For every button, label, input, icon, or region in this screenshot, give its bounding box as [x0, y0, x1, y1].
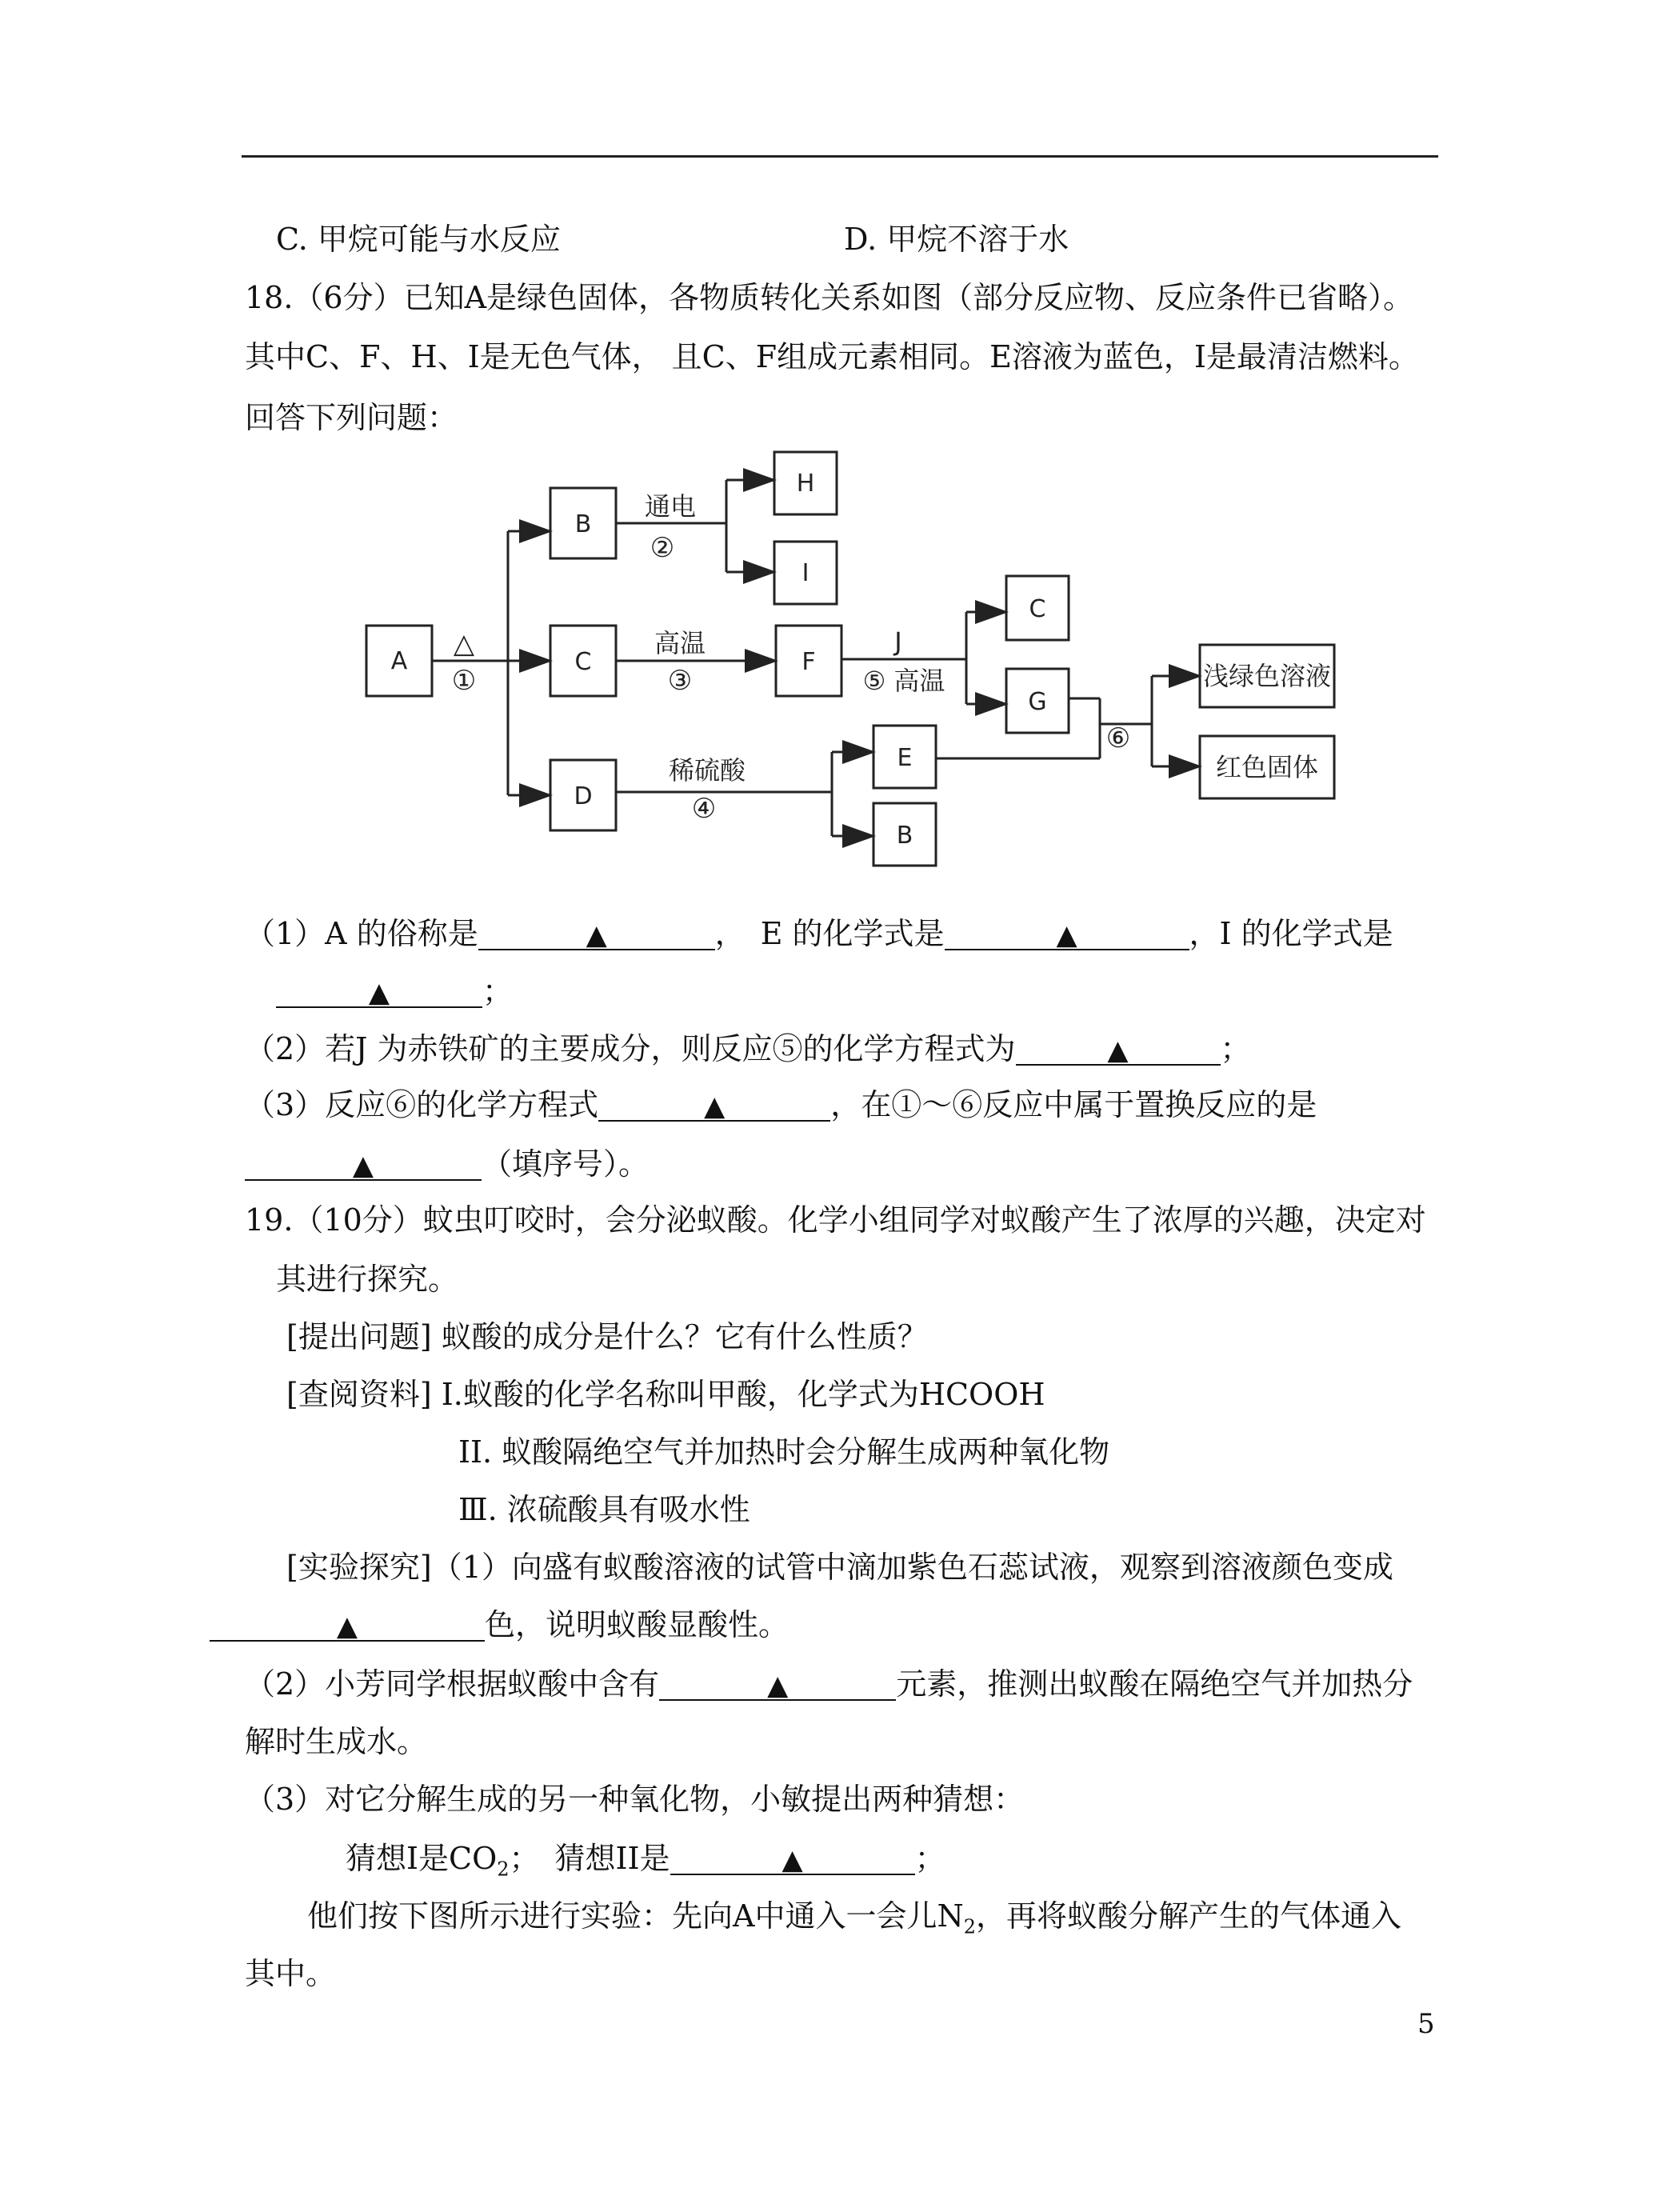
label-c2: C — [1029, 595, 1046, 623]
q18-intro-3: 回答下列问题： — [245, 400, 458, 435]
q18-blank-2[interactable]: ▲ — [945, 918, 1189, 950]
option-c: C. 甲烷可能与水反应 — [276, 222, 561, 257]
q19-ask: [提出问题] 蚁酸的成分是什么？它有什么性质？ — [286, 1319, 928, 1354]
q19-exp-3: （3）对它分解生成的另一种氧化物，小敏提出两种猜想： — [245, 1782, 1025, 1817]
label-green-solution: 浅绿色溶液 — [1202, 661, 1332, 691]
cond-6: ⑥ — [1105, 722, 1131, 754]
label-b: B — [574, 510, 592, 538]
cond-3b: ③ — [667, 665, 693, 697]
q19-exp-1: [实验探究]（1）向盛有蚁酸溶液的试管中滴加紫色石蕊试液，观察到溶液颜色变成 — [286, 1550, 1393, 1585]
cond-4a: 稀硫酸 — [668, 755, 746, 786]
label-b2: B — [896, 822, 913, 850]
q19-blank-3[interactable]: ▲ — [670, 1843, 915, 1875]
q18-part1-line2: ▲ ； — [276, 976, 513, 1008]
q18-blank-1[interactable]: ▲ — [478, 918, 715, 950]
reaction-flow-diagram — [0, 0, 1679, 896]
page-number: 5 — [1417, 2008, 1435, 2040]
q18-blank-6[interactable]: ▲ — [245, 1149, 482, 1181]
label-red-solid: 红色固体 — [1215, 752, 1319, 782]
label-e: E — [897, 744, 913, 772]
q19-exp-1-line2: ▲ 色，说明蚁酸显酸性。 — [210, 1610, 789, 1642]
label-i: I — [802, 559, 810, 587]
cond-2b: ② — [650, 532, 675, 564]
option-d: D. 甲烷不溶于水 — [844, 222, 1069, 257]
label-f: F — [802, 648, 816, 676]
cond-4b: ④ — [691, 793, 717, 825]
q19-exp-2: （2）小芳同学根据蚁酸中含有 ▲ 元素，推测出蚁酸在隔绝空气并加热分 — [245, 1666, 1413, 1702]
label-a: A — [390, 647, 408, 675]
q19-ref-2: II. 蚁酸隔绝空气并加热时会分解生成两种氧化物 — [458, 1434, 1110, 1470]
cond-5b: ⑤ 高温 — [862, 666, 945, 696]
q19-exp-2-line2: 解时生成水。 — [245, 1724, 428, 1759]
q18-part1-line: （1）A 的俗称是 ▲ ， E 的化学式是 ▲ ，I 的化学式是 — [245, 916, 1393, 951]
label-h: H — [796, 470, 815, 498]
label-d: D — [574, 782, 593, 810]
label-g: G — [1028, 688, 1047, 716]
q19-intro-2: 其进行探究。 — [276, 1262, 459, 1297]
q18-intro-1: 18.（6分）已知A是绿色固体，各物质转化关系如图（部分反应物、反应条件已省略）。 — [245, 280, 1414, 315]
q19-final-1: 他们按下图所示进行实验：先向A中通入一会儿$N_2$，再将蚁酸分解产生的气体通入 — [307, 1898, 1401, 1938]
q19-guesses: 猜想Ⅰ是$CO_2$； 猜想II是 ▲ ； — [346, 1841, 945, 1881]
q18-part3-line: （3）反应⑥的化学方程式 ▲ ，在①～⑥反应中属于置换反应的是 — [245, 1087, 1317, 1122]
q19-ref-1: [查阅资料] Ⅰ.蚁酸的化学名称叫甲酸，化学式为HCOOH — [286, 1377, 1045, 1412]
cond-1a: △ — [453, 628, 475, 660]
cond-3a: 高温 — [654, 628, 706, 658]
q18-intro-2: 其中C、F、H、I是无色气体， 且C、F组成元素相同。E溶液为蓝色，I是最清洁燃料。 — [245, 339, 1419, 374]
cond-1b: ① — [451, 665, 477, 697]
q18-blank-4[interactable]: ▲ — [1016, 1034, 1221, 1066]
q19-blank-2[interactable]: ▲ — [659, 1669, 896, 1701]
q19-intro-1: 19.（10分）蚊虫叮咬时，会分泌蚁酸。化学小组同学对蚁酸产生了浓厚的兴趣，决定对 — [245, 1202, 1426, 1238]
q18-part3-line2: ▲ （填序号）。 — [245, 1149, 649, 1181]
q18-part2-line: （2）若J 为赤铁矿的主要成分，则反应⑤的化学方程式为 ▲ ； — [245, 1031, 1251, 1066]
q18-blank-3[interactable]: ▲ — [276, 976, 482, 1008]
cond-2a: 通电 — [644, 491, 697, 522]
q19-final-2: 其中。 — [245, 1956, 337, 1991]
cond-5a: J — [894, 626, 902, 657]
q18-blank-5[interactable]: ▲ — [598, 1090, 830, 1122]
q19-ref-3: Ⅲ. 浓硫酸具有吸水性 — [458, 1492, 750, 1527]
label-c: C — [574, 648, 592, 676]
q19-blank-1[interactable]: ▲ — [210, 1610, 485, 1642]
